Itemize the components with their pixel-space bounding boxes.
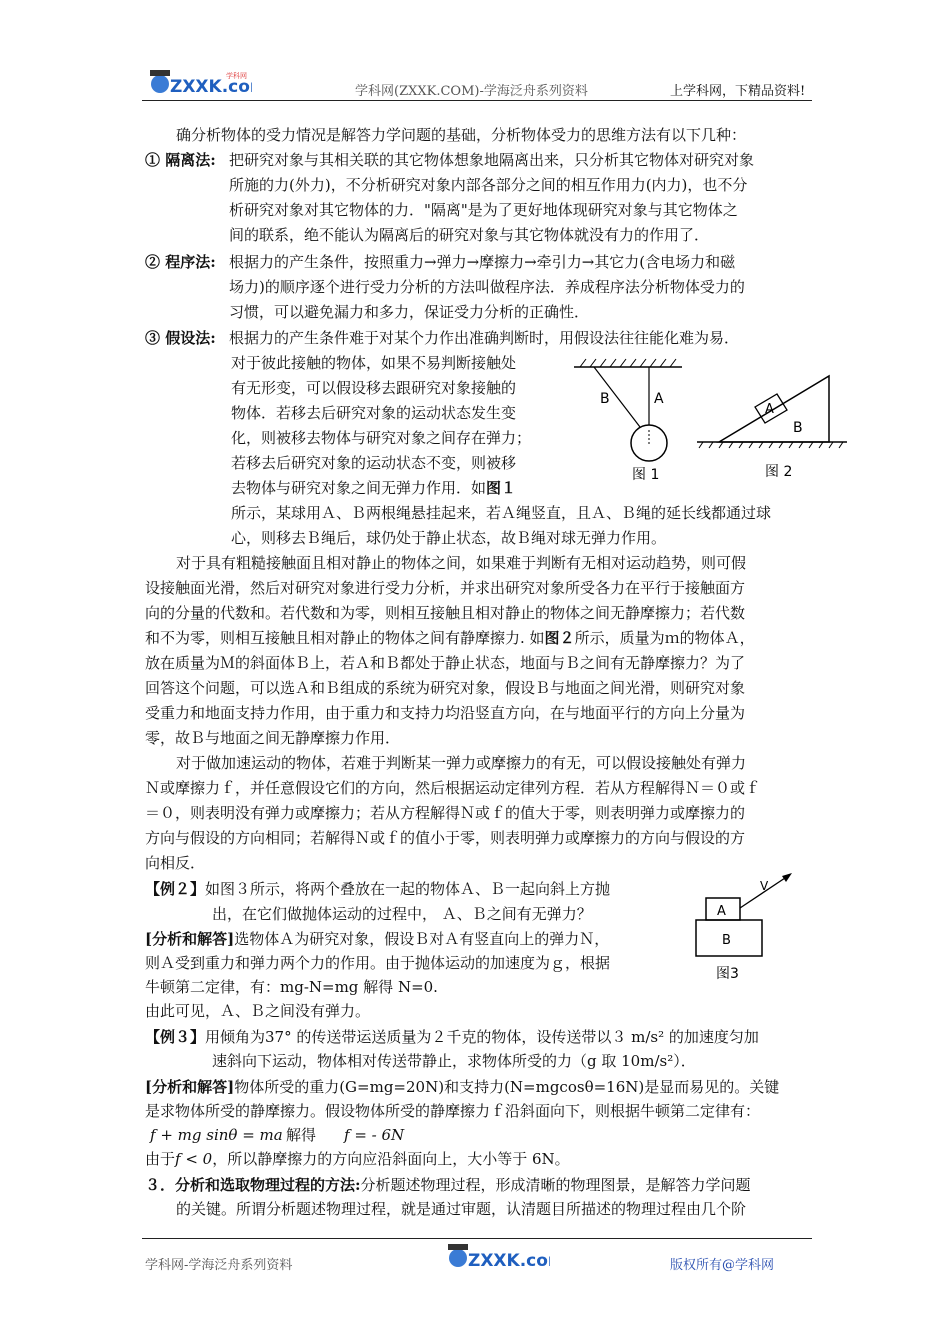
method-3-title: ③ 假设法: bbox=[145, 329, 216, 347]
inline-math: f < 0 bbox=[175, 1150, 213, 1168]
friction-text: 所示，质量为ｍ的物体Ａ， bbox=[574, 629, 755, 647]
method-2-title: ② 程序法: bbox=[145, 253, 216, 271]
accel-line: 对于做加速运动的物体，若难于判断某一弹力或摩擦力的有无，可以假设接触处有弹力 bbox=[176, 754, 747, 772]
figure-1-caption: 图 1 bbox=[632, 467, 660, 483]
friction-text: 和不为零，则相互接触且相对静止的物体之间有静摩擦力. 如 bbox=[145, 629, 545, 647]
accel-line: ＝０，则表明没有弹力或摩擦力；若从方程解得Ｎ或ｆ的值大于零，则表明弹力或摩擦力的 bbox=[145, 804, 746, 822]
method-1-title: ① 隔离法: bbox=[145, 151, 216, 169]
logo-badge: 学科网 bbox=[226, 72, 247, 80]
friction-line: 放在质量为Ｍ的斜面体Ｂ上，若Ａ和Ｂ都处于静止状态，地面与Ｂ之间有无静摩擦力？为了 bbox=[145, 654, 746, 672]
section-3-title: ３．分析和选取物理过程的方法: bbox=[145, 1176, 361, 1194]
figure-3-label-a: A bbox=[717, 904, 726, 919]
friction-line: 对于具有粗糙接触面且相对静止的物体之间，如果难于判断有无相对运动趋势，则可假 bbox=[176, 554, 747, 572]
example-3-answer bbox=[145, 1076, 779, 1098]
method-2-line: 场力)的顺序逐个进行受力分析的方法叫做程序法．养成程序法分析物体受力的 bbox=[229, 278, 745, 296]
example-3-answer bbox=[145, 1148, 570, 1170]
assume-line: 有无形变，可以假设移去跟研究对象接触的 bbox=[231, 379, 517, 397]
answer-text: 由于 bbox=[145, 1150, 176, 1168]
example-3-text: 用倾角为37° 的传送带运送质量为２千克的物体，设传送带以３ m/s² 的加速度匀加 bbox=[205, 1028, 759, 1046]
example-2-answer: 由此可见，Ａ、Ｂ之间没有弹力。 bbox=[145, 1002, 371, 1020]
example-3-line bbox=[145, 1026, 759, 1048]
footer-left: 学科网-学海泛舟系列资料 bbox=[145, 1258, 293, 1273]
friction-line: 向的分量的代数和。若代数和为零，则相互接触且相对静止的物体之间无静摩擦力；若代数 bbox=[145, 604, 746, 622]
header-center: 学科网(ZXXK.COM)-学海泛舟系列资料 bbox=[355, 84, 588, 99]
method-2-line: 根据力的产生条件，按照重力→弹力→摩擦力→牵引力→其它力(含电场力和磁 bbox=[229, 253, 736, 271]
example-2-line bbox=[145, 878, 610, 900]
figure-2 bbox=[695, 370, 855, 485]
example-2-tag: 【例２】 bbox=[145, 880, 206, 898]
equation-2: f = - 6N bbox=[344, 1126, 405, 1144]
friction-line bbox=[145, 627, 755, 649]
assume-line: 所示，某球用Ａ、Ｂ两根绳悬挂起来，若Ａ绳竖直，且Ａ、Ｂ绳的延长线都通过球 bbox=[231, 504, 772, 522]
example-2-line: 出，在它们做抛体运动的过程中， Ａ、Ｂ之间有无弹力？ bbox=[212, 905, 592, 923]
figure-2-label-b: B bbox=[793, 420, 803, 436]
logo-text: ZXXK.co bbox=[170, 77, 250, 97]
footer-right: 版权所有@学科网 bbox=[670, 1258, 775, 1273]
figure-1-label-b: B bbox=[600, 391, 610, 407]
example-2-answer: 则Ａ受到重力和弹力两个力的作用。由于抛体运动的加速度为ｇ，根据 bbox=[145, 954, 611, 972]
friction-line: 设接触面光滑，然后对研究对象进行受力分析，并求出研究对象所受各力在平行于接触面方 bbox=[145, 579, 746, 597]
section-3-line bbox=[145, 1174, 751, 1196]
assume-line: 若移去后研究对象的运动状态不变，则被移 bbox=[231, 454, 517, 472]
figure-1-ref: 图１ bbox=[486, 479, 517, 497]
figure-3-caption: 图3 bbox=[716, 966, 739, 982]
answer-tag: [分析和解答] bbox=[145, 1078, 235, 1096]
assume-line: 对于彼此接触的物体，如果不易判断接触处 bbox=[231, 354, 517, 372]
header-divider bbox=[142, 100, 812, 101]
figure-2-caption: 图 2 bbox=[765, 464, 793, 480]
equation-1: f + mg sinθ = ma bbox=[150, 1126, 283, 1144]
method-1-line: 把研究对象与其相关联的其它物体想象地隔离出来，只分析其它物体对研究对象 bbox=[229, 151, 755, 169]
answer-tag: [分析和解答] bbox=[145, 930, 235, 948]
friction-line: 受重力和地面支持力作用，由于重力和支持力均沿竖直方向，在与地面平行的方向上分量为 bbox=[145, 704, 746, 722]
friction-line: 零，故Ｂ与地面之间无静摩擦力作用． bbox=[145, 729, 401, 747]
assume-line: 化，则被移去物体与研究对象之间存在弹力； bbox=[231, 429, 532, 447]
header-right: 上学科网，下精品资料! bbox=[670, 84, 806, 99]
figure-1-label-a: A bbox=[654, 391, 664, 407]
method-1-line: 析研究对象对其它物体的力．"隔离"是为了更好地体现研究对象与其它物体之 bbox=[229, 201, 738, 219]
footer-logo bbox=[440, 1236, 550, 1276]
assume-line-text: 去物体与研究对象之间无弹力作用．如 bbox=[231, 479, 487, 497]
example-3-answer: 是求物体所受的静摩擦力。假设物体所受的静摩擦力ｆ沿斜面向下，则根据牛顿第二定律有： bbox=[145, 1102, 761, 1120]
answer-text: 物体所受的重力(G=mg=20N)和支持力(N=mgcosθ=16N)是显而易见的。关键 bbox=[234, 1078, 780, 1096]
friction-line: 回答这个问题，可以选Ａ和Ｂ组成的系统为研究对象，假设Ｂ与地面之间光滑，则研究对象 bbox=[145, 679, 746, 697]
figure-3-label-b: B bbox=[722, 933, 731, 948]
method-3-line: 根据力的产生条件难于对某个力作出准确判断时，用假设法往往能化难为易． bbox=[229, 329, 740, 347]
equation-mid: 解得 bbox=[286, 1126, 317, 1144]
answer-text: 选物体Ａ为研究对象，假设Ｂ对Ａ有竖直向上的弹力Ｎ， bbox=[234, 930, 610, 948]
assume-line: 心，则移去Ｂ绳后，球仍处于静止状态，故Ｂ绳对球无弹力作用。 bbox=[231, 529, 667, 547]
intro-text: 确分析物体的受力情况是解答力学问题的基础，分析物体受力的思维方法有以下几种： bbox=[176, 126, 747, 144]
assume-line bbox=[231, 477, 516, 499]
accel-line: 向相反． bbox=[145, 854, 206, 872]
example-3-tag: 【例３】 bbox=[145, 1028, 206, 1046]
answer-text: ，所以静摩擦力的方向应沿斜面向上，大小等于 6N。 bbox=[212, 1150, 570, 1168]
section-3-line: 的关键。所谓分析题述物理过程，就是通过审题，认清题目所描述的物理过程由几个阶 bbox=[176, 1200, 747, 1218]
footer-logo-text: ZXXK.co bbox=[468, 1251, 548, 1271]
example-2-answer bbox=[145, 928, 609, 950]
figure-3 bbox=[690, 868, 805, 988]
section-3-text: 分析题述物理过程，形成清晰的物理图景，是解答力学问题 bbox=[360, 1176, 751, 1194]
figure-2-label-a: A bbox=[765, 402, 774, 417]
figure-1 bbox=[570, 355, 690, 485]
example-3-line: 速斜向下运动，物体相对传送带静止，求物体所受的力（g 取 10m/s²）． bbox=[212, 1052, 696, 1070]
method-1-line: 间的联系，绝不能认为隔离后的研究对象与其它物体就没有力的作用了． bbox=[229, 226, 710, 244]
example-2-text: 如图３所示，将两个叠放在一起的物体Ａ、Ｂ一起向斜上方抛 bbox=[205, 880, 611, 898]
header-logo bbox=[142, 62, 252, 102]
example-2-answer: 牛顿第二定律，有：mg-N=mg 解得 N=0. bbox=[145, 978, 438, 996]
figure-2-ref: 图２ bbox=[544, 629, 575, 647]
figure-3-label-v: V bbox=[760, 879, 769, 893]
method-1-line: 所施的力(外力)，不分析研究对象内部各部分之间的相互作用力(内力)，也不分 bbox=[229, 176, 748, 194]
accel-line: Ｎ或摩擦力ｆ，并任意假设它们的方向，然后根据运动定律列方程．若从方程解得Ｎ＝０或ｆ bbox=[145, 779, 761, 797]
accel-line: 方向与假设的方向相同；若解得Ｎ或ｆ的值小于零，则表明弹力或摩擦力的方向与假设的方 bbox=[145, 829, 746, 847]
method-2-line: 习惯，可以避免漏力和多力，保证受力分析的正确性． bbox=[229, 303, 590, 321]
assume-line: 物体．若移去后研究对象的运动状态发生变 bbox=[231, 404, 517, 422]
